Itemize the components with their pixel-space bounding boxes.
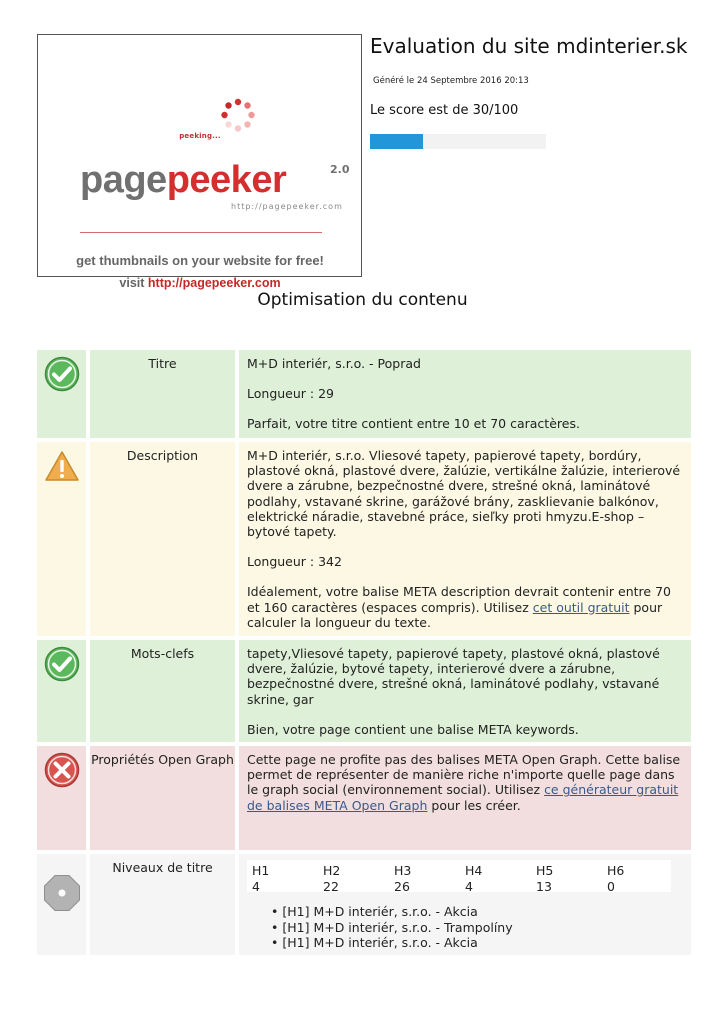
peeking-text: peeking...: [179, 132, 221, 140]
heading-count: 4: [465, 878, 473, 894]
headings-list: [281, 904, 513, 951]
promo-link[interactable]: http://pagepeeker.com: [147, 276, 281, 290]
heading-count: 4: [252, 878, 260, 894]
promo-visit-label: visit: [119, 276, 145, 290]
heading-tag: H1: [252, 863, 270, 878]
open-graph-text: [247, 752, 683, 813]
row-titre: [37, 350, 691, 438]
heading-col-h1: [252, 863, 269, 894]
heading-count: 26: [394, 878, 410, 894]
titre-length: Longueur : 29: [247, 386, 334, 402]
row-label: Mots-clefs: [90, 640, 235, 742]
heading-col-h4: [465, 863, 482, 894]
score-bar: [370, 134, 546, 149]
titre-value: M+D interiér, s.r.o. - Poprad: [247, 356, 421, 371]
row-body: [239, 746, 691, 850]
warning-icon: [44, 449, 80, 485]
row-body: [239, 442, 691, 636]
description-length: Longueur : 342: [247, 554, 342, 570]
brand-part-peeker: peeker: [166, 159, 287, 201]
row-label: Niveaux de titre: [90, 854, 235, 955]
open-graph-generator-link[interactable]: ce générateur gratuit de balises META Open Graph: [247, 782, 679, 813]
row-mots-clefs: [37, 640, 691, 742]
description-advice: [247, 584, 683, 630]
error-x-icon: [44, 752, 80, 788]
brand-url: http://pagepeeker.com: [231, 202, 343, 211]
keywords-advice: Bien, votre page contient une balise META keywords.: [247, 721, 579, 737]
advice-text-after: pour calculer la longueur du texte.: [247, 599, 663, 630]
promo-visit: [38, 276, 362, 290]
status-cell: [37, 350, 86, 438]
list-item: • [H1] M+D interiér, s.r.o. - Akcia: [281, 904, 513, 920]
heading-count: 0: [607, 878, 615, 894]
description-value: M+D interiér, s.r.o. Vliesové tapety, papierové tapety, bordúry, plastové okná, plastové dvere, žalúzie, vertikálne žalúzie, interierové dvere a zárubne, bezpečnostné dvere, strešné okná, laminátové podlahy, vstavané skrine, garážové brány, zasklievanie balkónov, elektrické náradie, stavebné práce, sieľky proti hmyzu.E-shop – bytové tapety.: [247, 448, 681, 540]
site-thumbnail: [37, 34, 362, 290]
row-body: [239, 350, 691, 438]
promo-line: get thumbnails on your website for free!: [76, 253, 324, 268]
brand-part-page: page: [80, 159, 167, 201]
check-icon: [44, 646, 80, 682]
titre-advice: Parfait, votre titre contient entre 10 et 70 caractères.: [247, 416, 580, 432]
heading-count: 13: [536, 878, 552, 894]
heading-tag: H2: [323, 863, 341, 878]
heading-col-h3: [394, 863, 411, 894]
score-text: Le score est de 30/100: [370, 103, 519, 118]
heading-tag: H4: [465, 863, 483, 878]
heading-col-h2: [323, 863, 340, 894]
score-bar-fill: [370, 134, 423, 149]
heading-tag: H6: [607, 863, 625, 878]
row-label: Description: [90, 442, 235, 636]
list-item: • [H1] M+D interiér, s.r.o. - Akcia: [281, 935, 513, 951]
page-title: Evaluation du site mdinterier.sk: [370, 34, 688, 58]
status-cell: [37, 746, 86, 850]
pagepeeker-brand: [80, 159, 286, 202]
row-open-graph: [37, 746, 691, 850]
row-body: [239, 640, 691, 742]
advice-text-before: Idéalement, votre balise META description devrait contenir entre 70 et 160 caractères (espaces compris). Utilisez: [247, 584, 671, 615]
section-title: Optimisation du contenu: [257, 290, 468, 310]
info-dot-icon: [43, 874, 81, 912]
heading-count: 22: [323, 878, 339, 894]
row-label: Titre: [90, 350, 235, 438]
heading-tag: H5: [536, 863, 554, 878]
keywords-value: tapety,Vliesové tapety, papierové tapety, plastové okná, plastové dvere, žalúzie, bytové tapety, interierové dvere a zárubne, bezpečnostné dvere, strešné okná, laminátové podlahy, vstavané skrine, gar: [247, 646, 660, 707]
description-tool-link[interactable]: cet outil gratuit: [532, 599, 630, 615]
heading-col-h5: [536, 863, 553, 894]
heading-col-h6: [607, 863, 624, 894]
heading-tag: H3: [394, 863, 412, 878]
status-cell: [37, 442, 86, 636]
list-item: • [H1] M+D interiér, s.r.o. - Trampolíny: [281, 920, 513, 936]
thumbnail-divider: [80, 232, 322, 233]
row-label: Propriétés Open Graph: [90, 746, 235, 850]
row-niveaux-de-titre: [37, 854, 691, 955]
row-description: [37, 442, 691, 636]
og-text-before: Cette page ne profite pas des balises META Open Graph. Cette balise permet de représenter de manière riche n'importe quelle page dans le graph social (environnement social). Utilisez: [247, 752, 681, 798]
row-body: [239, 854, 691, 955]
check-icon: [44, 356, 80, 392]
og-text-after: pour les créer.: [427, 797, 521, 813]
pagepeeker-logo-icon: [220, 98, 256, 134]
generated-date: Généré le 24 Septembre 2016 20:13: [373, 76, 529, 86]
brand-version: 2.0: [330, 163, 350, 176]
headings-table: [247, 860, 671, 892]
status-cell: [37, 640, 86, 742]
status-cell: [37, 854, 86, 955]
